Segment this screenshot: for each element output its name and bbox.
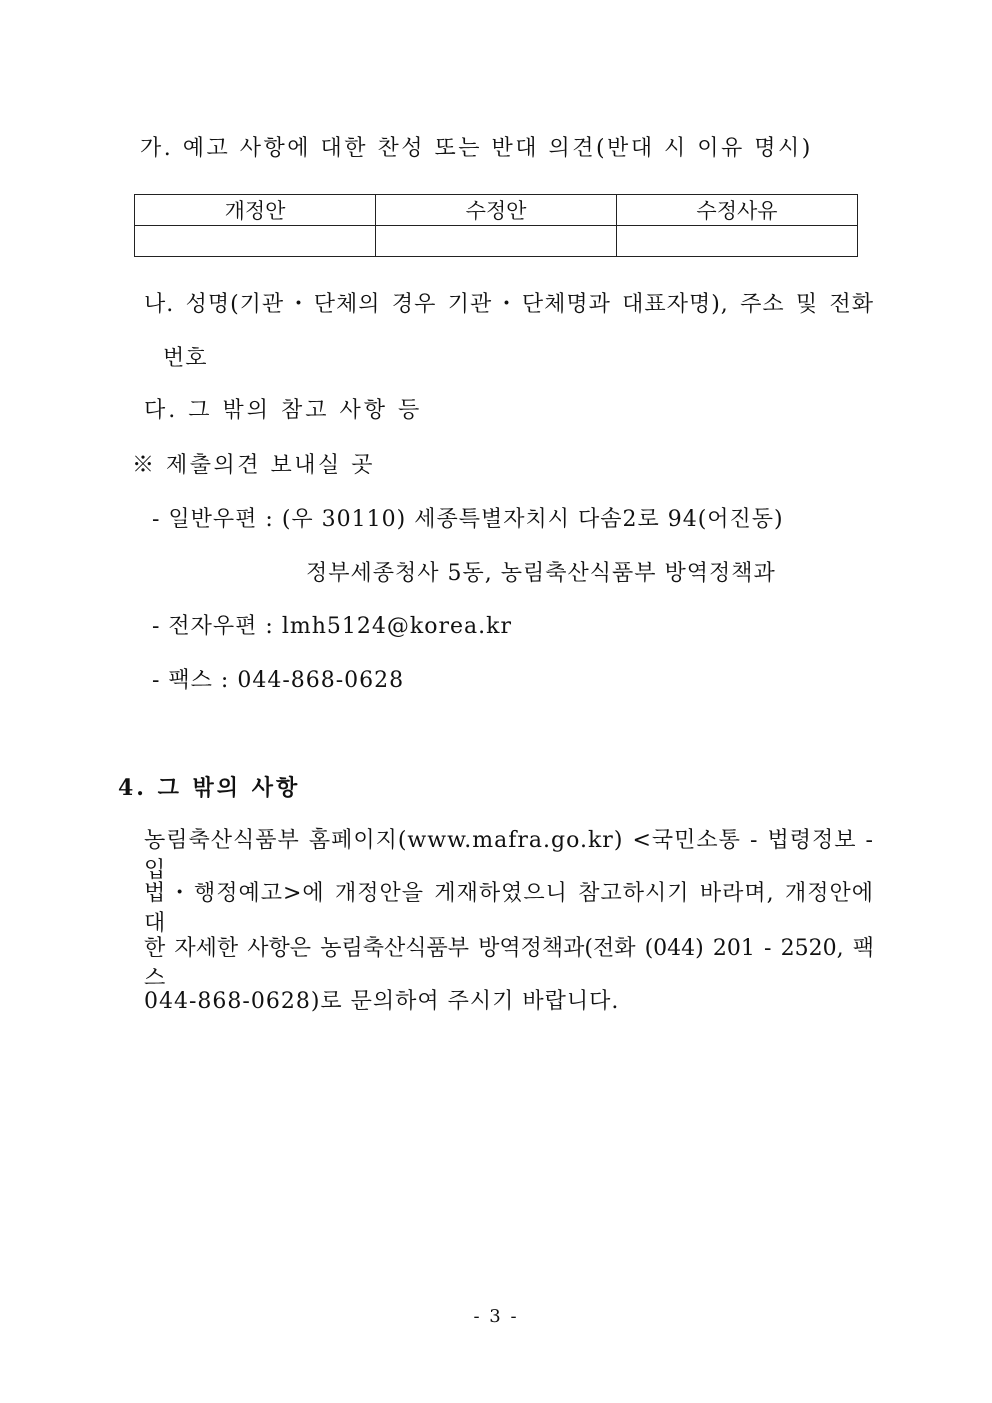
section-na-line2: 번호 (163, 346, 208, 371)
fax-line: - 팩스 : 044-868-0628 (152, 668, 405, 693)
table-cell (376, 226, 617, 257)
section-ga-heading: 가. 예고 사항에 대한 찬성 또는 반대 의견(반대 시 이유 명시) (140, 136, 813, 161)
section-4-paragraph-line: 농림축산식품부 홈페이지(www.mafra.go.kr) <국민소통 - 법령정보 - 입 (144, 828, 874, 883)
section-4-title: 4. 그 밖의 사항 (118, 775, 301, 801)
submission-heading: ※ 제출의견 보내실 곳 (132, 453, 375, 478)
page-number: - 3 - (473, 1306, 519, 1327)
section-4-paragraph-line: 법・행정예고>에 개정안을 게재하였으니 참고하시기 바라며, 개정안에 대 (144, 881, 874, 936)
opinion-table (134, 194, 858, 257)
section-4-paragraph-line: 044-868-0628)로 문의하여 주시기 바랍니다. (144, 989, 620, 1014)
table-header-row (135, 195, 858, 226)
section-4-paragraph-line: 한 자세한 사항은 농림축산식품부 방역정책과(전화 (044) 201 - 2520, 팩스 (144, 936, 874, 991)
table-cell (135, 226, 376, 257)
email-line: - 전자우편 : lmh5124@korea.kr (152, 614, 512, 639)
table-cell (617, 226, 858, 257)
table-row (135, 226, 858, 257)
section-da-heading: 다. 그 밖의 참고 사항 등 (144, 398, 423, 423)
section-na-line1: 나. 성명(기관・단체의 경우 기관・단체명과 대표자명), 주소 및 전화 (144, 292, 874, 317)
table-header-cell: 개정안 (135, 195, 376, 226)
postal-mail-address-line2: 정부세종청사 5동, 농림축산식품부 방역정책과 (306, 561, 776, 586)
table-header-cell: 수정사유 (617, 195, 858, 226)
postal-mail-line: - 일반우편 : (우 30110) 세종특별자치시 다솜2로 94(어진동) (152, 507, 784, 532)
table-header-cell: 수정안 (376, 195, 617, 226)
